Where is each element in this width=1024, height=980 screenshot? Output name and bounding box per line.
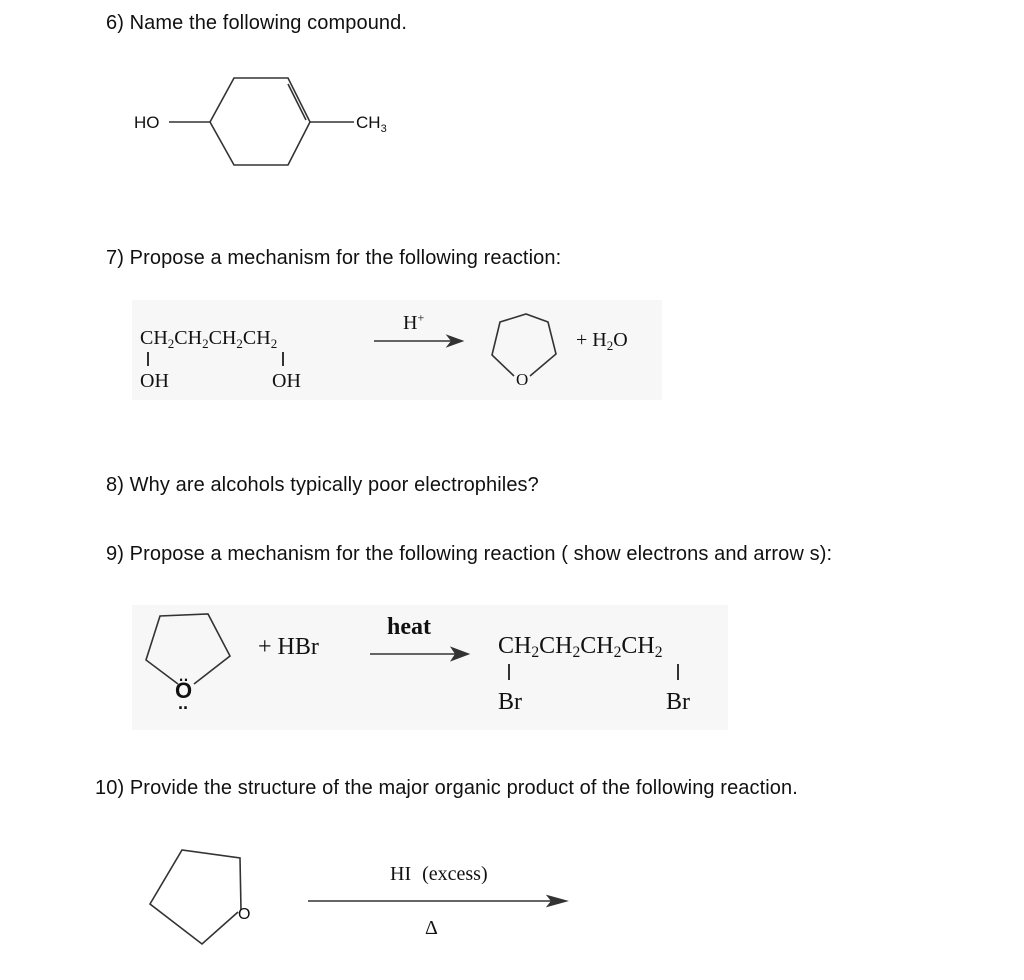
diol-chain: $CH_2CH_2CH_2CH_2$ — [140, 327, 278, 351]
acid-catalyst-charge: + — [417, 310, 425, 325]
question-10: 10) Provide the structure of the major organic product of the following reaction. — [95, 777, 798, 799]
bromine-left: Br — [498, 689, 522, 715]
hi-reagent-excess: (excess) — [422, 863, 488, 885]
question-7: 7) Propose a mechanism for the following reaction: — [106, 247, 562, 269]
q10-thf-oxygen-label: O — [238, 906, 251, 923]
hbr-reagent: + HBr — [258, 634, 319, 660]
delta-condition: Δ — [425, 917, 438, 939]
heat-condition: heat — [387, 614, 431, 640]
diol-oh-left: OH — [140, 370, 169, 392]
methyl-label-main: CH — [356, 113, 381, 132]
lone-pair-dots: ·· — [178, 698, 188, 718]
methyl-label-subscript: 3 — [380, 123, 387, 135]
water-product: + $H_2O$ — [576, 329, 628, 353]
hi-reagent-formula: HI — [390, 863, 412, 885]
bromine-right: Br — [666, 689, 690, 715]
question-6: 6) Name the following compound. — [106, 12, 408, 34]
hi-reagent — [390, 863, 488, 886]
thf-oxygen-label: O — [516, 370, 529, 389]
thf-oxygen-with-lone-pairs: Ö — [175, 678, 193, 703]
hydroxy-label: HO — [134, 113, 160, 132]
question-8: 8) Why are alcohols typically poor electrophiles? — [106, 474, 539, 496]
dibromide-chain: $CH_2CH_2CH_2CH_2$ — [498, 633, 663, 661]
diol-oh-right: OH — [272, 370, 301, 392]
question-9: 9) Propose a mechanism for the following reaction ( show electrons and arrow s): — [106, 543, 833, 565]
acid-catalyst-symbol: H — [403, 312, 418, 334]
